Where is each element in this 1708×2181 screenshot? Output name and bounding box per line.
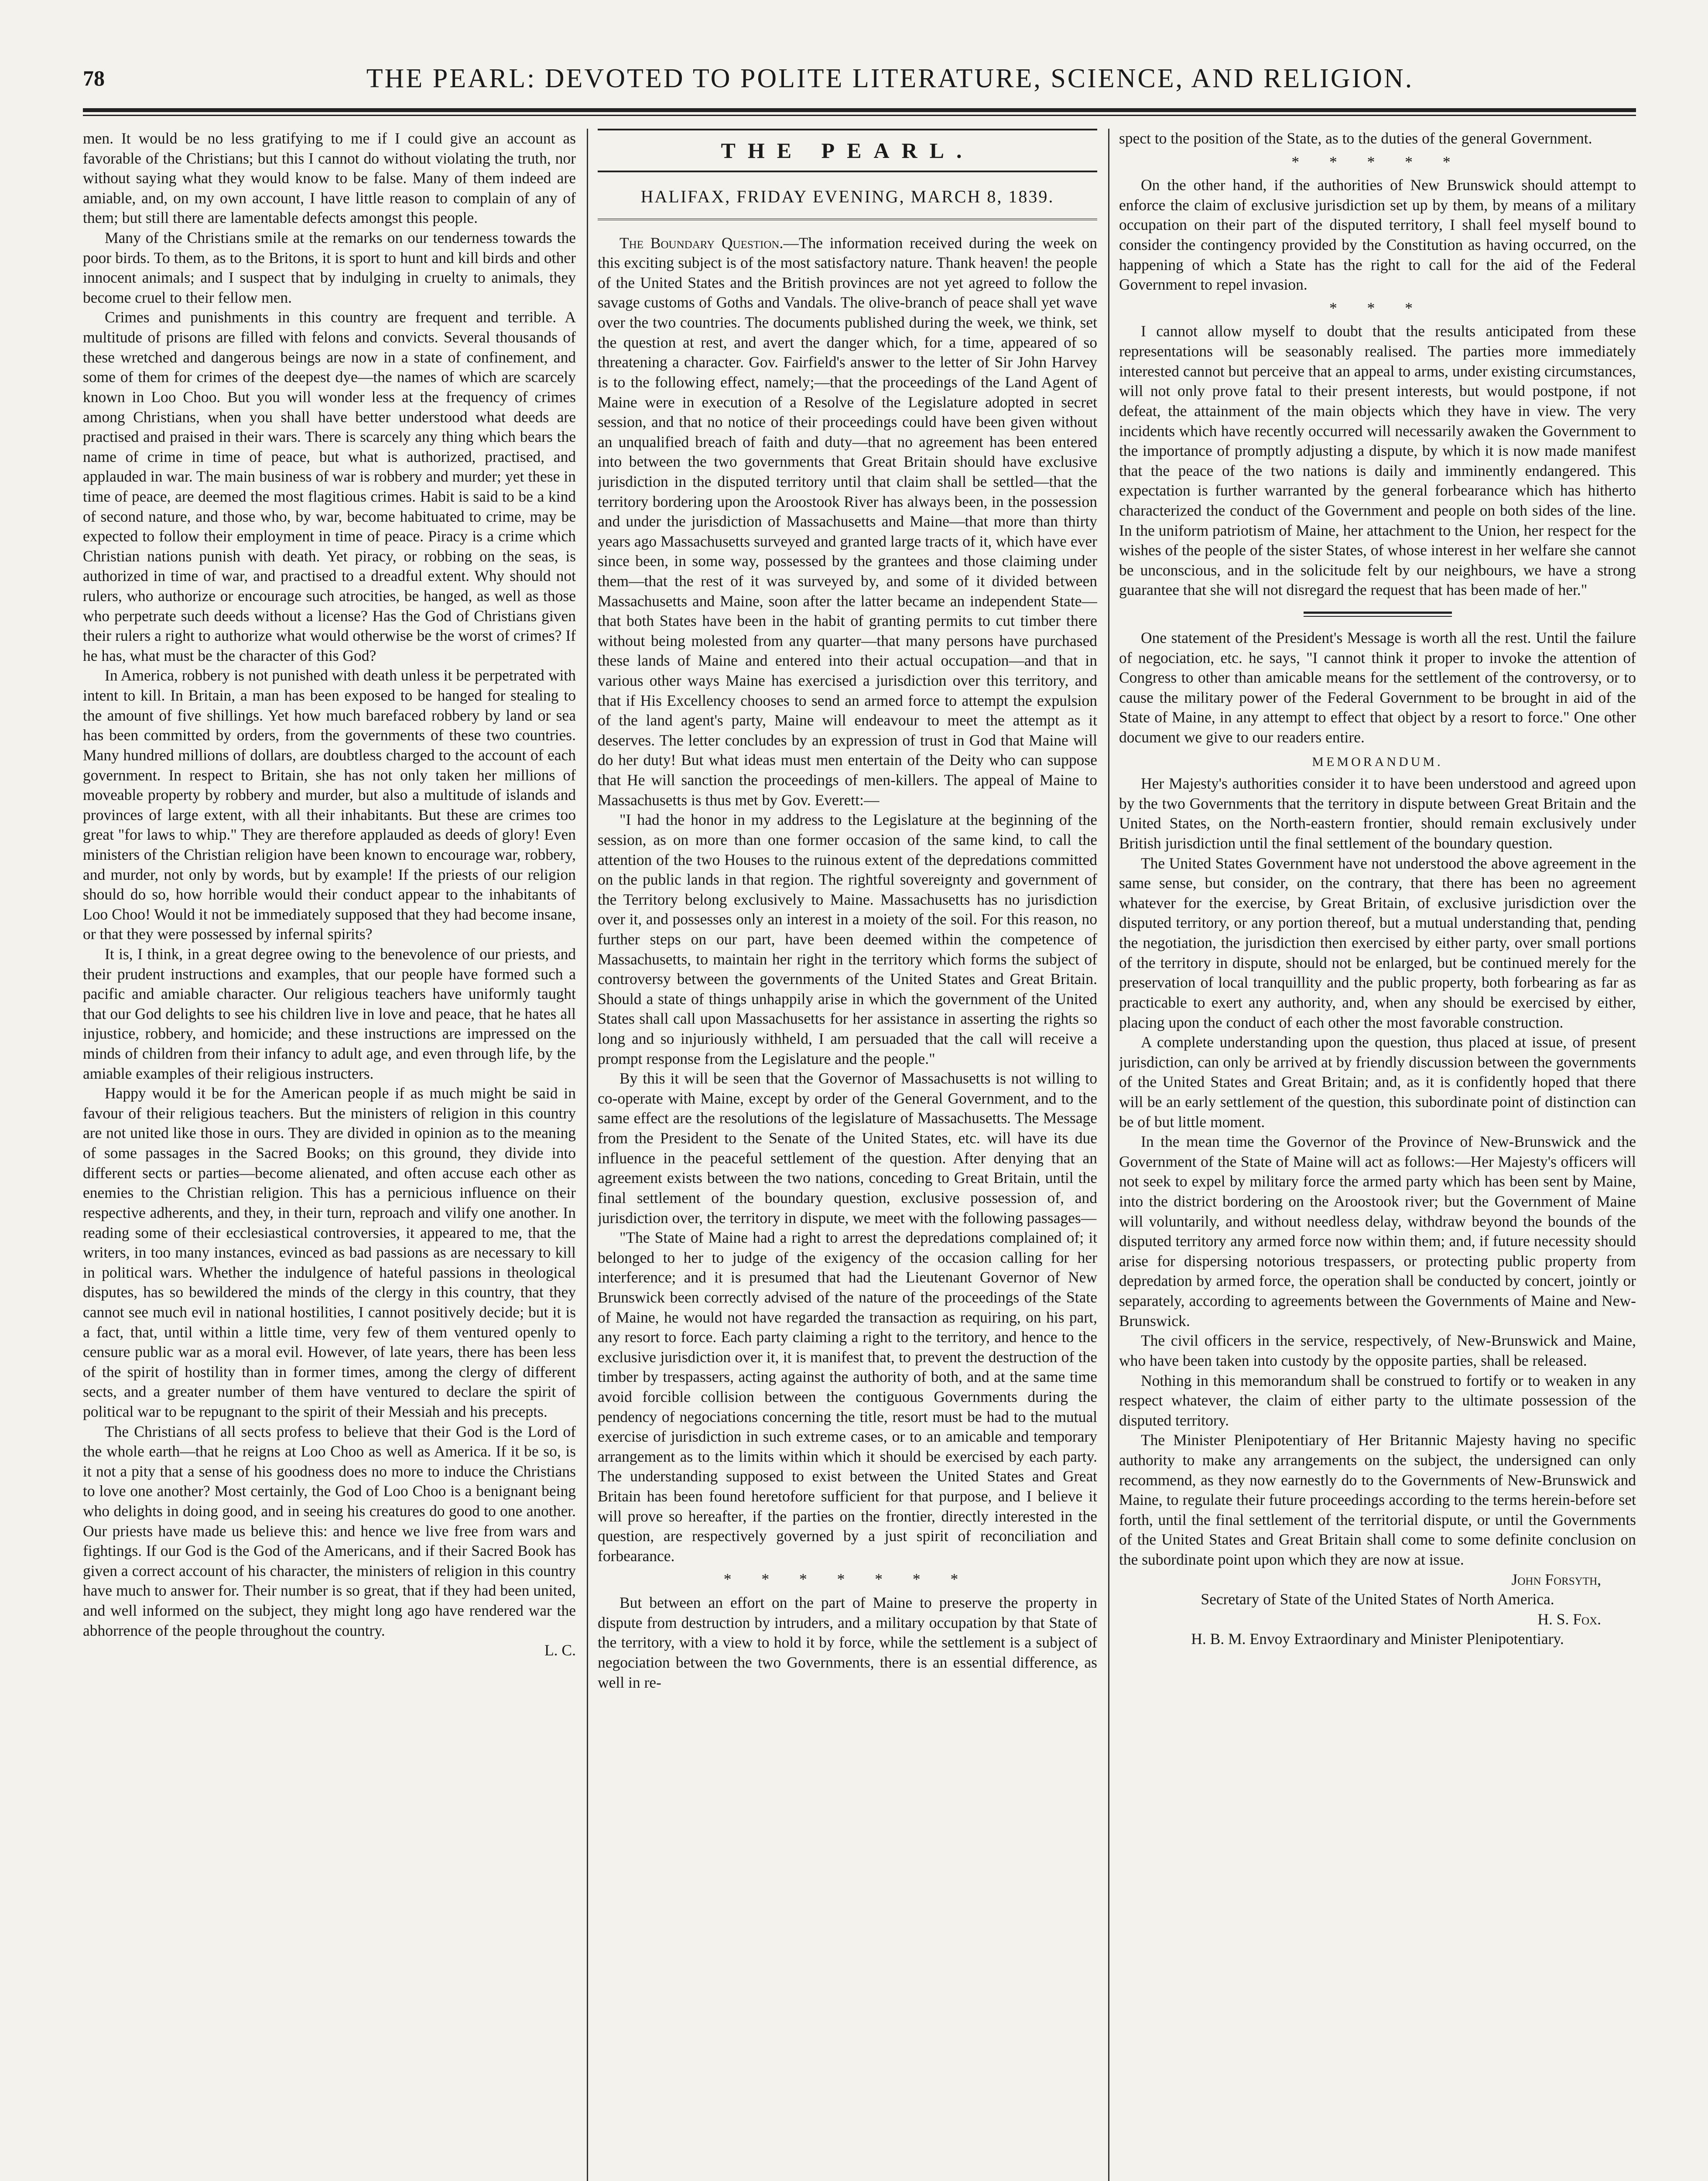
header-rule <box>83 108 1636 116</box>
dateline: HALIFAX, FRIDAY EVENING, MARCH 8, 1839. <box>598 185 1097 220</box>
article-paragraph: In America, robbery is not punished with death unless it be perpetrated with intent to kill. In Britain, a man has been exposed to be hanged for stealing to the amount of five shillings. Yet how much barefaced robbery by land or sea has been committed by orders, from the governments of these two countries. Many hundred millions of dollars, are doubtless charged to the account of each government. In respect to Britain, she has not only taken her millions of moveable property by robbery and murder, but also a multitude of islands and provinces of large extent, with all their inhabitants. But these are crimes too great "for laws to whip." They are therefore applauded as deeds of glory! Even ministers of the Christian religion have been known to encourage war, robbery, and murder, not only by words, but by example! If the priests of our religion should do so, how horrible would their conduct appear to the inhabitants of Loo Choo! Would it not be immediately supposed that they had become insane, or that they were possessed by infernal spirits? <box>83 667 576 943</box>
quoted-paragraph: "I had the honor in my address to the Legislature at the beginning of the session, as on more than one former occasion of the same kind, to call the attention of the two Houses to the ruinous extent of the depredations committed on the public lands in that region. The rightful sovereignty and government of the Territory belong exclusively to Maine. Massachusetts has no jurisdiction over it, and possesses only an interest in a moiety of the soil. For this reason, no further steps on our part, have been deemed within the competence of Massachusetts, to maintain her right in the territory which forms the subject of controversy between the governments of the United States and Great Britain. Should a state of things unhappily arise in which the government of the United States shall call upon Massachusetts for her assistance in asserting the rights so long and so injuriously withheld, I am persuaded that the call will receive a prompt response from the Legislature and the people." <box>598 811 1097 1067</box>
signature-name: John Forsyth, <box>1511 1570 1601 1588</box>
article-paragraph: The Christians of all sects profess to believe that their God is the Lord of the whole earth—that he reigns at Loo Choo as well as America. If it be so, is it not a pity that a sense of his goodness does no more to induce the Christians to love one another? Most certainly, the God of Loo Choo is a benignant being who delights in doing good, and in seeing his creatures do good to one another. Our priests have made us believe this: and hence we live free from wars and fightings. If our God is the God of the Americans, and if their Sacred Book has given a correct account of his character, the ministers of religion in this country have much to answer for. Their number is so great, that if they had been united, and well informed on the subject, they might long ago have rendered war the abhorrence of the people throughout the country. <box>83 1422 576 1639</box>
quoted-paragraph: "The State of Maine had a right to arrest the depredations complained of; it belonged to her to judge of the exigency of the occasion calling for her interference; and it is presumed that had the Lieutenant Governor of New Brunswick been correctly advised of the nature of the proceedings of the State of Maine, he would not have regarded the transaction as requiring, on his part, any resort to force. Each party claiming a right to the territory, and hence to the exclusive jurisdiction over it, it is manifest that, to prevent the destruction of the timber by trespassers, acting against the authority of both, and at the same time avoid forcible collision between the contiguous Governments during the pendency of negociations concerning the title, resort must be had to the mutual exercise of jurisdiction in such extreme cases, or to an amicable and temporary arrangement as to the limits within which it should be exercised by each party. The understanding supposed to exist between the United States and Great Britain has been found heretofore sufficient for that purpose, and I believe it will prove so hereafter, if the parties on the frontier, directly interested in the question, are respectively governed by a just spirit of reconciliation and forbearance. <box>598 1229 1097 1565</box>
memo-paragraph: A complete understanding upon the question, thus placed at issue, of present jurisdiction, can only be arrived at by friendly discussion between the governments of the United States and Great Britain; and, as it is confidently hoped that there will be an early settlement of the question, this subordinate point of distinction can be of but little moment. <box>1119 1033 1636 1131</box>
section-stars: * * * <box>1329 299 1426 317</box>
quoted-paragraph: I cannot allow myself to doubt that the results anticipated from these representations will be seasonably realised. The parties more immediately interested cannot but perceive that an appeal to arms, under existing circumstances, will not only prove fatal to their present interests, but would postpone, if not defeat, the attainment of the main objects which they have in view. The very incidents which have recently occurred will necessarily awaken the Government to the importance of promptly adjusting a dispute, by which it is now made manifest that the peace of the two nations is daily and imminently endangered. This expectation is further warranted by the general forbearance which has hitherto characterized the conduct of the Government and people on both sides of the line. In the uniform patriotism of Maine, her attachment to the Union, her respect for the wishes of the people of the sister States, of whose interest in her welfare she cannot be unconscious, and in the solicitude felt by our neighbours, we have a strong guarantee that she will not disregard the request that has been made of her." <box>1119 322 1636 599</box>
article-paragraph: Crimes and punishments in this country are frequent and terrible. A multitude of prisons are filled with felons and convicts. Several thousands of these wretched and dangerous beings are now in a state of confinement, and some of them for crimes of the deepest dye—the names of which are scarcely known in Loo Choo. But you will wonder less at the frequency of crimes among Christians, when you shall have better understood what deeds are practised and praised in their wars. There is scarcely any thing which bears the name of crime in time of peace, but what is authorized, practised, and applauded in war. The main business of war is robbery and murder; yet these in time of peace, are deemed the most flagitious crimes. Habit is said to be a kind of second nature, and those who, by war, become habituated to crime, may be expected to follow their employment in time of peace. Piracy is a crime which Christian nations punish with death. Yet piracy, or robbing on the seas, is authorized in time of war, and practised to a dreadful extent. Why should not rulers, who authorize or encourage such atrocities, be hanged, as well as those who perpetrate such deeds without a license? Has the God of Christians given their rulers a right to authorize what would otherwise be the worst of crimes? If he has, what must be the character of this God? <box>83 308 576 664</box>
column-left <box>83 129 576 2181</box>
quoted-paragraph: On the other hand, if the authorities of New Brunswick should attempt to enforce the claim of exclusive jurisdiction set up by them, by means of a military occupation on their part of the disputed territory, I shall feel myself bound to consider the contingency provided by the Constitution as having occurred, on the happening of which a State has the right to call for the aid of the Federal Government to repel invasion. <box>1119 176 1636 294</box>
memorandum-heading: MEMORANDUM. <box>1312 754 1443 769</box>
memo-paragraph: Her Majesty's authorities consider it to have been understood and agreed upon by the two Governments that the territory in dispute between Great Britain and the United States, on the North-eastern frontier, should remain exclusively under British jurisdiction until the final settlement of the boundary question. <box>1119 775 1636 852</box>
page-number: 78 <box>83 66 105 90</box>
section-stars: * * * * * * * <box>723 1570 972 1588</box>
memo-paragraph: Nothing in this memorandum shall be construed to fortify or to weaken in any respect whatever, the claim of either party to the ultimate possession of the disputed territory. <box>1119 1371 1636 1429</box>
article-paragraph: Many of the Christians smile at the remarks on our tenderness towards the poor birds. To them, as to the Britons, it is sport to hunt and kill birds and other innocent animals; and I suspect that by indulging in cruelty to animals, they become cruel to their fellow men. <box>83 229 576 306</box>
memo-paragraph: The civil officers in the service, respectively, of New-Brunswick and Maine, who have been taken into custody by the opposite parties, shall be released. <box>1119 1332 1636 1369</box>
signature-title: H. B. M. Envoy Extraordinary and Minister Plenipotentiary. <box>1191 1630 1564 1648</box>
article-paragraph: One statement of the President's Message is worth all the rest. Until the failure of negociation, etc. he says, "I cannot think it proper to invoke the attention of Congress to other than amicable means for the settlement of the controversy, or to cause the military power of the Federal Government to be brought in aid of the State of Maine, in any attempt to effect that object by a resort to force." One other document we give to our readers entire. <box>1119 629 1636 746</box>
column-divider <box>587 129 588 2181</box>
article-paragraph: It is, I think, in a great degree owing to the benevolence of our priests, and their prudent instructions and examples, that our people have formed such a pacific and amiable character. Our religious teachers have uniformly taught that our God delights to see his children live in love and peace, that he hates all injustice, robbery, and homicide; and these instructions are impressed on the minds of children from their infancy to adult age, and even through life, by the amiable examples of their religious instructers. <box>83 945 576 1082</box>
article-paragraph: men. It would be no less gratifying to me if I could give an account as favorable of the Christians; but this I cannot do without violating the truth, nor without saying what they would know to be false. Many of them indeed are amiable, and, on my own account, I have little reason to complain of any of them; but still there are lamentable defects amongst this people. <box>83 130 576 227</box>
article-signoff: L. C. <box>544 1641 576 1659</box>
continued-paragraph: spect to the position of the State, as to the duties of the general Government. <box>1119 130 1592 147</box>
signature-title: Secretary of State of the United States of North America. <box>1201 1590 1554 1608</box>
memo-paragraph: The Minister Plenipotentiary of Her Britannic Majesty having no specific authority to make any arrangements on the subject, the undersigned can only recommend, as they now earnestly do to the Governments of New-Brunswick and Maine, to regulate their future proceedings according to the terms herein-before set forth, until the final settlement of the territorial dispute, or until the Governments of the United States and Great Britain shall come to some definite conclusion on the subordinate point upon which they are now at issue. <box>1119 1431 1636 1568</box>
lead-label: The Boundary Question. <box>620 234 784 252</box>
column-divider <box>1108 129 1109 2181</box>
lead-text: —The information received during the week on this exciting subject is of the most satisfactory nature. Thank heaven! the people of the United States and the British provinces are not yet agreed to follow the savage customs of Goths and Vandals. The olive-branch of peace shall yet wave over the two countries. The documents published during the week, we think, set the question at rest, and avert the danger which, for a time, appeared of so threatening a character. Gov. Fairfield's answer to the letter of Sir John Harvey is to the following effect, namely;—that the proceedings of the Land Agent of Maine were in execution of a Resolve of the Legislature adopted in secret session, and that no notice of their proceedings could have been given without an unqualified breach of faith and duty—that no agreement has been entered into between the two governments that Great Britain should have exclusive jurisdiction in the disputed territory until that claim shall be settled—that the territory bordering upon the Aroostook River has always been, in the possession and under the jurisdiction of Massachusetts and Maine—that more than thirty years ago Massachusetts surveyed and granted large tracts of it, which have ever since been, in some way, possessed by the grantees and those claiming under them—that the rest of it was surveyed by, and some of it divided between Massachusetts and Maine, soon after the latter became an independent State—that both States have been in the habit of granting permits to cut timber there without being molested from any quarter—that many persons have purchased these lands of Maine and entered into their actual occupation—and that in various other ways Maine has exercised a jurisdiction over this territory, and that if His Excellency chooses to send an armed force to attempt the expulsion of the land agent's party, Maine will endeavour to meet the attempt as it deserves. The letter concludes by an expression of trust in God that Maine will do her duty! But what ideas must men entertain of the Deity who can suppose that He will sanction the proceedings of men-killers. The appeal of Maine to Massachusetts is thus met by Gov. Everett:— <box>598 234 1097 809</box>
column-right <box>1119 129 1636 2181</box>
article-paragraph: By this it will be seen that the Governor of Massachusetts is not willing to co-operate with Maine, except by order of the General Government, and to the same effect are the resolutions of the legislature of Massachusetts. The Message from the President to the Senate of the United States, etc. will have its due influence in the peaceful settlement of the question. After denying that an agreement exists between the two nations, conceding to Great Britain, until the final settlement of the boundary question, exclusive possession of, and jurisdiction over, the territory in dispute, we meet with the following passages— <box>598 1070 1097 1227</box>
running-head: THE PEARL: DEVOTED TO POLITE LITERATURE, SCIENCE, AND RELIGION. <box>366 64 1414 93</box>
section-rule <box>1304 612 1452 617</box>
column-middle <box>598 129 1097 2181</box>
signature-name: H. S. Fox. <box>1537 1610 1601 1628</box>
lead-article <box>598 233 1097 810</box>
section-stars: * * * * * <box>1291 153 1464 171</box>
article-paragraph: But between an effort on the part of Maine to preserve the property in dispute from destruction by intruders, and a military occupation by that State of the territory, with a view to hold it by force, while the settlement is a subject of negociation between the two Governments, there is an essential difference, as well in re- <box>598 1594 1097 1691</box>
masthead: THE PEARL. <box>598 129 1097 172</box>
memo-paragraph: The United States Government have not understood the above agreement in the same sense, but consider, on the contrary, that there has been no agreement whatever for the exercise, by Great Britain, of exclusive jurisdiction over the disputed territory, or any portion thereof, but a mutual understanding that, pending the negotiation, the jurisdiction then exercised by either party, over small portions of the territory in dispute, should not be enlarged, but be continued merely for the preservation of local tranquillity and the public property, both forbearing as far as practicable to exert any authority, and, when any should be exercised by either, placing upon the conduct of each other the most favorable construction. <box>1119 854 1636 1031</box>
article-paragraph: Happy would it be for the American people if as much might be said in favour of their religious teachers. But the ministers of religion in this country are not united like those in ours. They are divided in opinion as to the meaning of some passages in the Sacred Books; on this ground, they divide into different sects or parties—become alienated, and often accuse each other as enemies to the Christian religion. This has a pernicious influence on their respective adherents, and they, in their turn, reproach and vilify one another. In reading some of their ecclesiastical controversies, it appeared to me, that the writers, in too many instances, evinced as bad passions as are necessary to kill in political wars. Whether the indulgence of hateful passions in theological disputes, has so bewildered the minds of the clergy in this country, that they cannot see much evil in national hostilities, I cannot positively decide; but it is a fact, that, until within a little time, very few of them ventured openly to censure public war as a moral evil. However, of late years, there has been less of the spirit of hostility than in former times, among the clergy of different sects, and a greater number of them have ventured to declare the spirit of political war to be repugnant to the spirit of their Messiah and his precepts. <box>83 1084 576 1420</box>
memo-paragraph: In the mean time the Governor of the Province of New-Brunswick and the Government of the State of Maine will act as follows:—Her Majesty's officers will not seek to expel by military force the armed party which has been sent by Maine, into the district bordering on the Aroostook river; but the Government of Maine will voluntarily, and without needless delay, withdraw beyond the bounds of the disputed territory any armed force now within them; and, if future necessity should arise for dispersing notorious trespassers, or protecting public property from depredation by armed force, the operation shall be conducted by concert, jointly or separately, according to agreements between the Governments of Maine and New-Brunswick. <box>1119 1133 1636 1330</box>
